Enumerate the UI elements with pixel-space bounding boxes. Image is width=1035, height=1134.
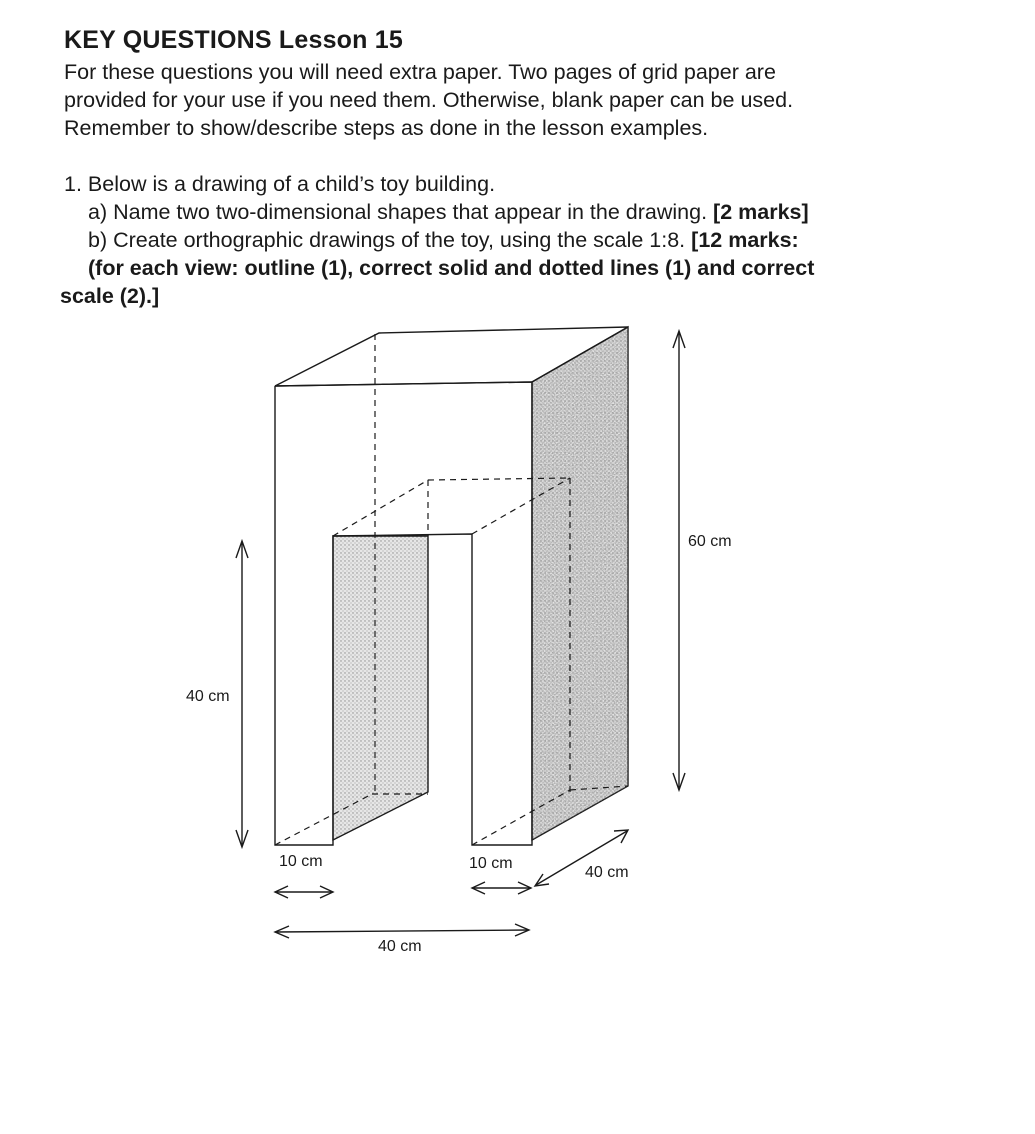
dimension-width-arrow xyxy=(275,924,529,938)
part-b-text: b) Create orthographic drawings of the toy, using the scale 1:8. xyxy=(88,228,686,252)
instructions-line: Remember to show/describe steps as done in the lesson examples. xyxy=(64,116,709,140)
dimension-height-opening-label: 40 cm xyxy=(186,688,230,705)
right-face-texture xyxy=(532,327,628,840)
dimension-width-label: 40 cm xyxy=(378,938,422,955)
hidden-edge-inner-diag-left xyxy=(333,480,428,536)
inner-face-shaded xyxy=(333,536,428,840)
dimension-depth-label: 40 cm xyxy=(585,864,629,881)
part-b-marks-detail-end: scale (2).] xyxy=(60,284,160,308)
page-title: KEY QUESTIONS Lesson 15 xyxy=(64,26,403,54)
part-a-text: a) Name two two-dimensional shapes that appear in the drawing. xyxy=(88,200,708,224)
dimension-leg-right-arrow xyxy=(472,882,531,894)
part-b-marks: [12 marks: xyxy=(691,228,799,252)
instructions-line: provided for your use if you need them. Otherwise, blank paper can be used. xyxy=(64,88,794,112)
dimension-height-opening xyxy=(236,541,248,847)
question-stem-text: Below is a drawing of a child’s toy building. xyxy=(87,172,496,196)
dimension-leg-left-arrow xyxy=(275,886,333,898)
instructions-line: For these questions you will need extra paper. Two pages of grid paper are xyxy=(64,60,776,84)
part-b-marks-detail: (for each view: outline (1), correct solid and dotted lines (1) and correct xyxy=(88,256,815,280)
dimension-height-total xyxy=(673,331,685,790)
dimension-leg-right-label: 10 cm xyxy=(469,855,513,872)
question-number: 1. xyxy=(64,172,82,196)
part-a-marks: [2 marks] xyxy=(713,200,809,224)
dimension-leg-left-label: 10 cm xyxy=(279,853,323,870)
dimension-height-total-label: 60 cm xyxy=(688,533,732,550)
